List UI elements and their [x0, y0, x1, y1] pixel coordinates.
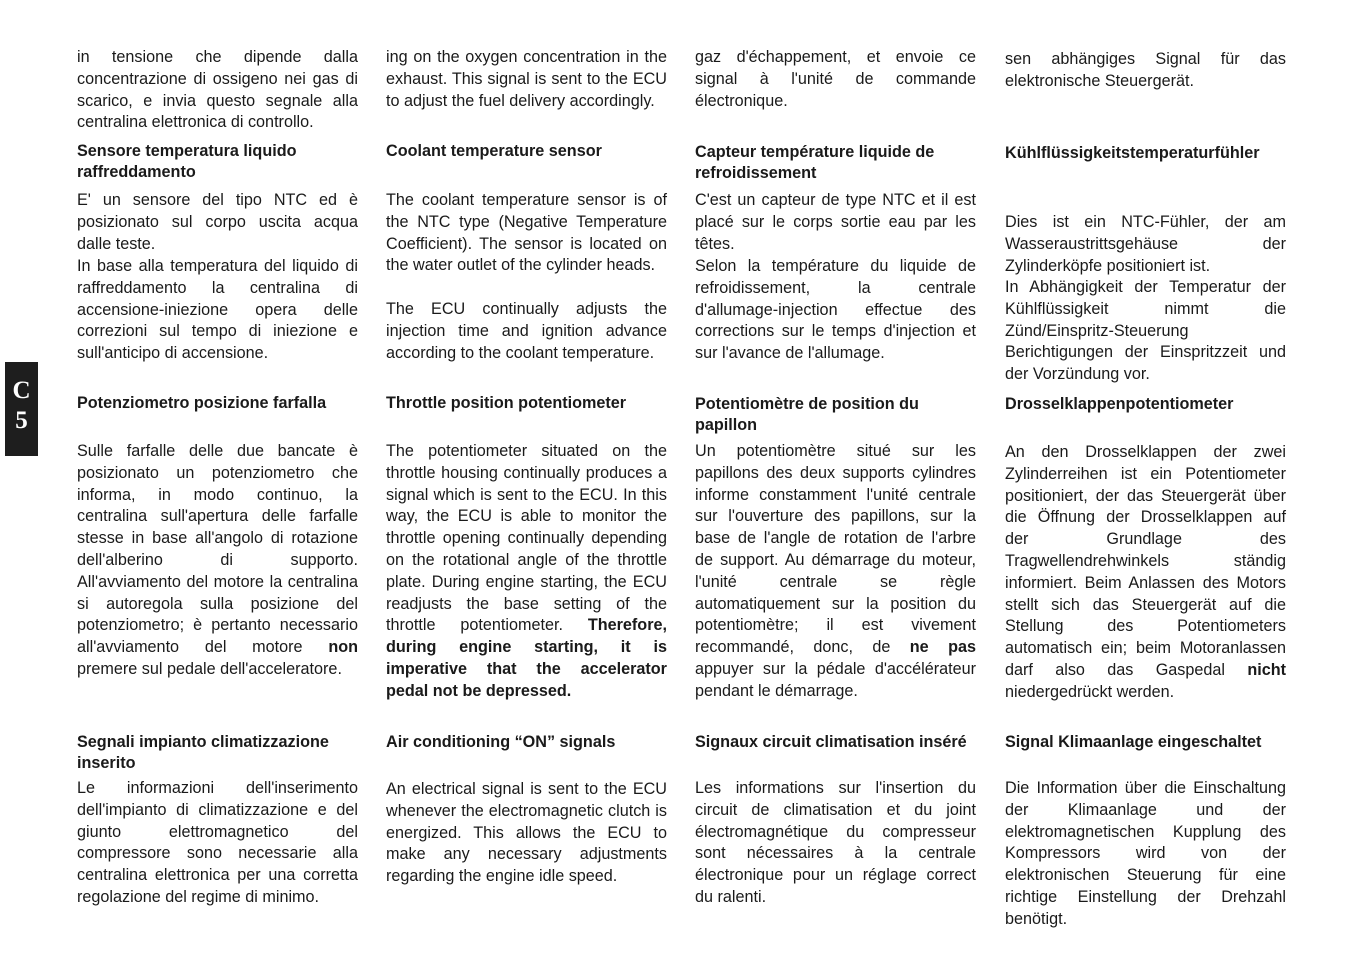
coolant-sensor-text-2: In Abhängigkeit der Temperatur der Kühlflüssigkeit nimmt die Zünd/Einspritz-Steuerung Berichtigungen der Einspritzzeit und der Vorzündung vor.	[1005, 278, 1286, 384]
coolant-sensor-text-2: In base alla temperatura del liquido di raffreddamento la centralina di accensione-iniezione opera delle correzioni sul tempo di iniezione e sull'anticipo di accensione.	[77, 257, 358, 363]
throttle-potentiometer-text: The potentiometer situated on the throttle housing continually produces a signal which is sent to the ECU. In this way, the ECU is able to monitor the throttle opening continually depending on the rotational angle of the throttle plate. During engine starting, the ECU readjusts the base setting of the throttle potentiometer. Therefore, during engine starting, it is imperative that the accelerator pedal not be depressed.	[386, 442, 667, 700]
coolant-sensor-heading: Kühlflüssigkeitstemperaturfühler	[1005, 144, 1260, 162]
throttle-potentiometer-text: Sulle farfalle delle due bancate è posizionato un potenziometro che informa, in modo continuo, la centralina sull'apertura delle farfalle stesse in base all'angolo di rotazione dell'alberino di supporto. All'avviamento del motore la centralina si autoregola sulla posizione del potenziometro; è pertanto necessario all'avviamento del motore non premere sul pedale dell'acceleratore.	[77, 442, 358, 678]
air-conditioning-heading: Signal Klimaanlage eingeschaltet	[1005, 733, 1262, 751]
coolant-sensor-text-1: C'est un capteur de type NTC et il est placé sur le corps sortie eau par les têtes.	[695, 191, 976, 253]
coolant-sensor-heading: Sensore temperatura liquido raffreddamento	[77, 142, 297, 181]
coolant-sensor-text-1: The coolant temperature sensor is of the NTC type (Negative Temperature Coefficient). The sensor is located on the water outlet of the cylinder heads.	[386, 191, 667, 275]
coolant-sensor-heading: Capteur température liquide de refroidissement	[695, 143, 935, 182]
intro-paragraph: gaz d'échappement, et envoie ce signal à l'unité de commande électronique.	[695, 48, 976, 110]
chapter-number: 5	[15, 407, 28, 434]
coolant-sensor-heading: Coolant temperature sensor	[386, 142, 602, 160]
chapter-tab	[5, 362, 38, 456]
coolant-sensor-text-1: Dies ist ein NTC-Fühler, der am Wasseraustrittsgehäuse der Zylinderköpfe positioniert ist.	[1005, 213, 1286, 275]
throttle-potentiometer-heading: Throttle position potentiometer	[386, 394, 627, 412]
chapter-letter: C	[12, 377, 31, 404]
air-conditioning-heading: Signaux circuit climatisation inséré	[695, 733, 967, 751]
coolant-sensor-text-2: The ECU continually adjusts the injection time and ignition advance according to the coolant temperature.	[386, 300, 667, 362]
intro-paragraph: ing on the oxygen concentration in the exhaust. This signal is sent to the ECU to adjust the fuel delivery accordingly.	[386, 48, 667, 110]
throttle-potentiometer-heading: Potentiomètre de position du papillon	[695, 395, 919, 434]
throttle-potentiometer-text: Un potentiomètre situé sur les papillons des deux supports cylindres informe constamment l'unité centrale sur l'ouverture des papillons, sur la base de l'angle de rotation de l'arbre de support. Au démarrage du moteur, l'unité centrale se règle automatiquement sur la position du potentiomètre; il est vivement recommandé, donc, de ne pas appuyer sur la pédale d'accélérateur pendant le démarrage.	[695, 442, 976, 700]
intro-paragraph: in tensione che dipende dalla concentrazione di ossigeno nei gas di scarico, e invia questo segnale alla centralina elettronica di controllo.	[77, 48, 358, 132]
air-conditioning-text: Les informations sur l'insertion du circuit de climatisation et du joint électromagnétique du compresseur sont nécessaires à la centrale électronique pour un réglage correct du ralenti.	[695, 779, 976, 906]
coolant-sensor-text-1: E' un sensore del tipo NTC ed è posizionato sul corpo uscita acqua dalle teste.	[77, 191, 358, 253]
air-conditioning-heading: Air conditioning “ON” signals	[386, 733, 616, 751]
air-conditioning-text: An electrical signal is sent to the ECU whenever the electromagnetic clutch is energized. This allows the ECU to make any necessary adjustments regarding the engine idle speed.	[386, 780, 667, 886]
coolant-sensor-text-2: Selon la température du liquide de refroidissement, la centrale d'allumage-injection effectue des corrections sur le temps d'injection et sur l'avance de l'allumage.	[695, 257, 976, 363]
air-conditioning-text: Die Information über die Einschaltung der Klimaanlage und der elektromagnetischen Kupplung des Kompressors wird von der elektronischen Steuerung für eine richtige Einstellung der Drehzahl benötigt.	[1005, 779, 1286, 928]
air-conditioning-text: Le informazioni dell'inserimento dell'impianto di climatizzazione e del giunto elettromagnetico del compressore sono necessarie alla centralina elettronica per una corretta regolazione del regime di minimo.	[77, 779, 358, 906]
throttle-potentiometer-heading: Potenziometro posizione farfalla	[77, 394, 327, 412]
throttle-potentiometer-heading: Drosselklappenpotentiometer	[1005, 395, 1234, 413]
air-conditioning-heading: Segnali impianto climatizzazione inserito	[77, 733, 329, 772]
throttle-potentiometer-text: An den Drosselklappen der zwei Zylinderreihen ist ein Potentiometer positioniert, der das Steuergerät über die Öffnung der Drosselklappen auf der Grundlage des Tragwellendrehwinkels ständig informiert. Beim Anlassen des Motors stellt sich das Steuergerät auf die Stellung des Potentiometers automatisch ein; beim Motoranlassen darf also das Gaspedal nicht niedergedrückt werden.	[1005, 443, 1286, 701]
intro-paragraph: sen abhängiges Signal für das elektronische Steuergerät.	[1005, 50, 1286, 90]
